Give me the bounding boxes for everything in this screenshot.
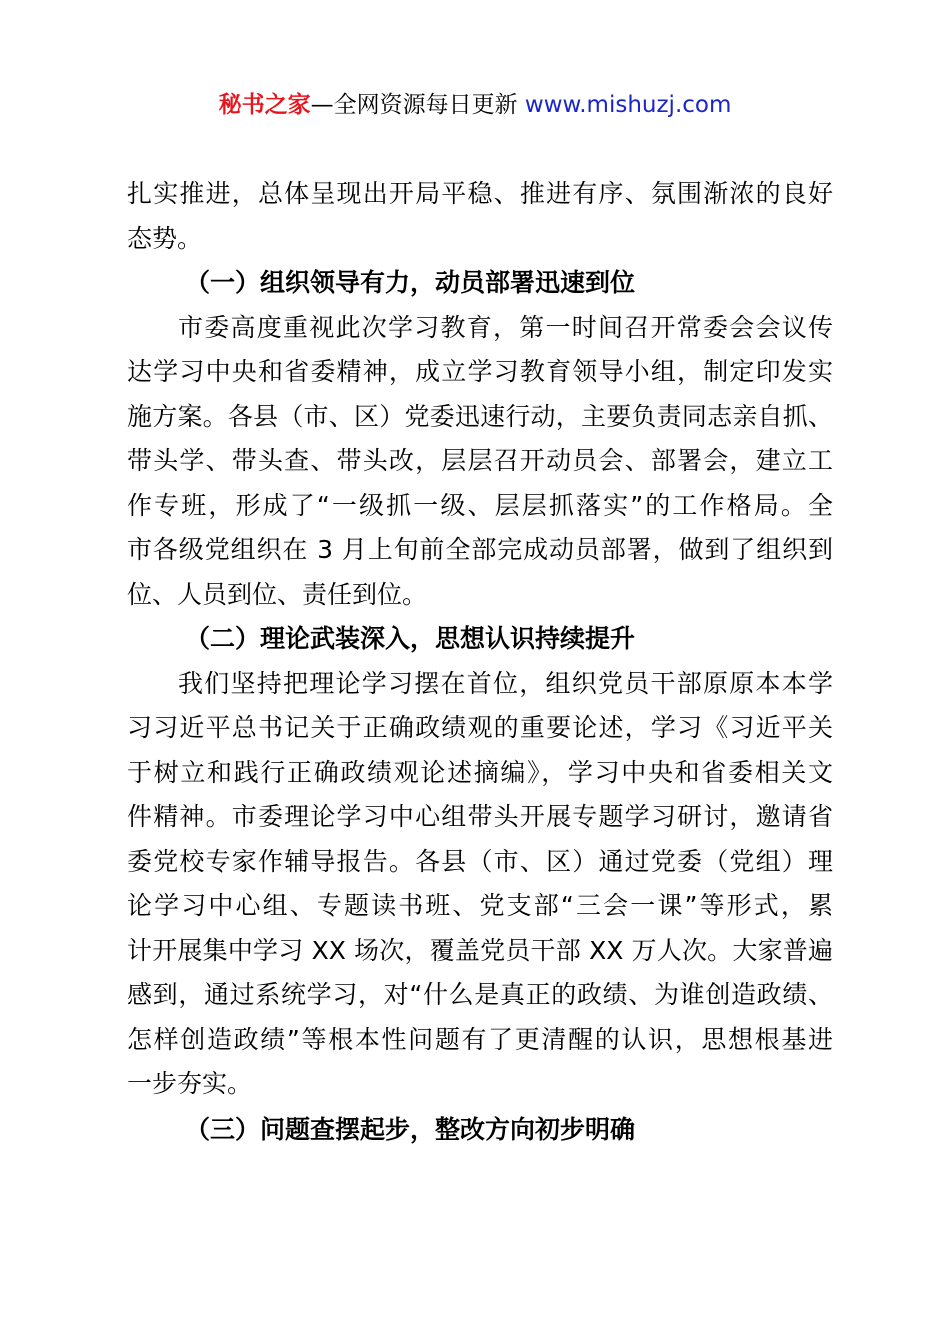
page-header <box>0 88 950 122</box>
paragraph-line: 件精神。市委理论学习中心组带头开展专题学习研讨，邀请省 <box>127 802 833 831</box>
paragraph-line: 市委高度重视此次学习教育，第一时间召开常委会会议传 <box>178 312 833 342</box>
brand-name: 秘书之家 <box>218 92 311 118</box>
paragraph-line: 感到，通过系统学习，对“什么是真正的政绩、为谁创造政绩、 <box>127 980 833 1009</box>
intro-paragraph <box>127 172 833 261</box>
section-heading-3: （三）问题查摆起步，整改方向初步明确 <box>185 1114 636 1144</box>
paragraph-line: 施方案。各县（市、区）党委迅速行动，主要负责同志亲自抓、 <box>127 401 833 431</box>
paragraph-line: 委党校专家作辅导报告。各县（市、区）通过党委（党组）理 <box>127 846 833 876</box>
paragraph-line: 扎实推进，总体呈现出开局平稳、推进有序、氛围渐浓的良好 <box>127 179 833 208</box>
section-heading-2: （二）理论武装深入，思想认识持续提升 <box>185 624 636 653</box>
website-link[interactable]: www.mishuzj.com <box>524 92 732 118</box>
paragraph-line: 带头学、带头查、带头改，层层召开动员会、部署会，建立工 <box>127 446 833 475</box>
paragraph-line: 市各级党组织在 3 月上旬前全部完成动员部署，做到了组织到 <box>127 535 833 564</box>
paragraph-line: 习习近平总书记关于正确政绩观的重要论述，学习《习近平关 <box>127 713 833 742</box>
section-2-paragraph <box>127 662 833 1107</box>
section-heading-1: （一）组织领导有力，动员部署迅速到位 <box>185 268 636 297</box>
paragraph-line: 计开展集中学习 XX 场次，覆盖党员干部 XX 万人次。大家普遍 <box>127 935 833 965</box>
section-1-paragraph <box>127 306 833 618</box>
paragraph-line: 态势。 <box>127 223 203 253</box>
paragraph-line: 论学习中心组、专题读书班、党支部“三会一课”等形式，累 <box>127 891 833 920</box>
paragraph-line: 怎样创造政绩”等根本性问题有了更清醒的认识，思想根基进 <box>127 1024 833 1054</box>
header-slogan: —全网资源每日更新 <box>310 92 525 118</box>
paragraph-line: 作专班，形成了“一级抓一级、层层抓落实”的工作格局。全 <box>127 490 833 520</box>
paragraph-line: 一步夯实。 <box>127 1069 253 1098</box>
paragraph-line: 我们坚持把理论学习摆在首位，组织党员干部原原本本学 <box>178 668 833 698</box>
paragraph-line: 于树立和践行正确政绩观论述摘编》，学习中央和省委相关文 <box>127 757 833 787</box>
document-body <box>127 172 833 1152</box>
paragraph-line: 达学习中央和省委精神，成立学习教育领导小组，制定印发实 <box>127 357 833 386</box>
paragraph-line: 位、人员到位、责任到位。 <box>127 579 428 609</box>
